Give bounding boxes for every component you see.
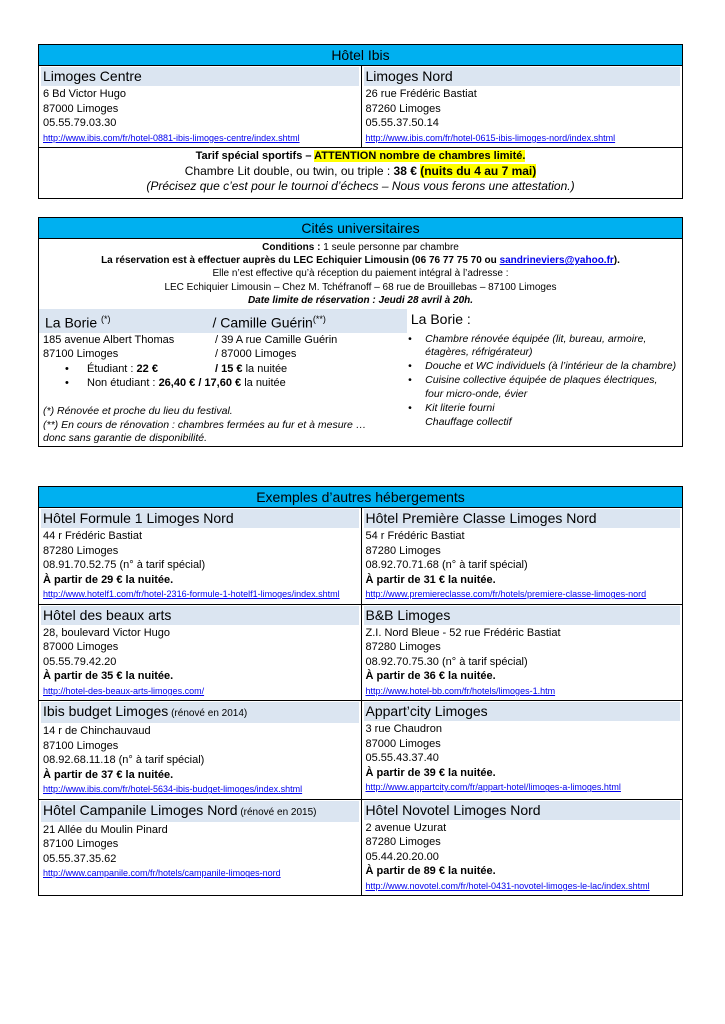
cites-right (405, 333, 678, 447)
hotel-city: 87100 Limoges (43, 739, 119, 752)
hotel-card (361, 605, 683, 701)
cites-section (38, 217, 683, 447)
hotel-name: Ibis budget Limoges (rénové en 2014) (41, 702, 359, 723)
hotel-phone: 08.92.70.75.30 (n° à tarif spécial) (365, 655, 528, 668)
chambre-price: 38 € (393, 163, 417, 178)
feature-item: • Kit literie fourni (405, 402, 678, 416)
hotel-note: (rénové en 2014) (168, 708, 248, 720)
autres-title: Exemples d’autres hébergements (39, 487, 682, 508)
ibis-centre-link[interactable]: http://www.ibis.com/fr/hotel-0881-ibis-limoges-centre/index.shtml (43, 132, 300, 143)
ibis-nord (361, 66, 683, 147)
date-limite: Date limite de réservation : Jeudi 28 avril à 20h. (247, 294, 474, 306)
guerin-heading (212, 309, 406, 333)
reservation-line (39, 254, 682, 267)
email-link[interactable]: sandrineviers@yahoo.fr (499, 255, 614, 267)
note-1: (*) Rénovée et proche du lieu du festival. (43, 404, 233, 417)
phone-line: 05.55.37.50.14 (365, 117, 439, 130)
etudiant-suffix: la nuitée (242, 362, 288, 375)
autres-section (38, 486, 683, 896)
hotel-price: À partir de 35 € la nuitée. (43, 670, 174, 683)
guerin-addr: / 39 A rue Camille Guérin (215, 333, 338, 346)
cites-info (39, 239, 682, 307)
reservation-end: ). (613, 255, 620, 267)
hotel-link[interactable]: http://hotel-des-beaux-arts-limoges.com/ (43, 685, 205, 696)
hotel-phone: 08.92.70.71.68 (n° à tarif spécial) (365, 559, 528, 572)
hotel-city: 87280 Limoges (365, 641, 441, 654)
city-line: 87000 Limoges (43, 102, 119, 115)
hotel-row (39, 508, 682, 604)
ibis-section (38, 44, 683, 199)
hotel-city: 87000 Limoges (365, 737, 441, 750)
hotel-address: 44 r Frédéric Bastiat (43, 530, 143, 542)
guerin-city: / 87000 Limoges (215, 348, 297, 361)
address-line: 6 Bd Victor Hugo (43, 88, 126, 100)
hotel-price: À partir de 39 € la nuitée. (365, 766, 496, 779)
hotel-price: À partir de 31 € la nuitée. (365, 573, 496, 586)
hotel-address: 3 rue Chaudron (365, 723, 442, 736)
adresse-line: LEC Echiquier Limousin – Chez M. Tchéfranoff – 68 rue de Brouillebas – 87100 Limoges (164, 281, 557, 293)
guerin-head-text: / Camille Guérin (212, 314, 313, 331)
etudiant-guerin: / 15 € (215, 362, 243, 375)
hotel-address: 14 r de Chinchauvaud (43, 725, 151, 738)
hotel-card (39, 800, 361, 896)
hotel-link[interactable]: http://www.premiereclasse.com/fr/hotels/premiere-classe-limoges-nord (365, 589, 647, 600)
non-etudiant-price (43, 376, 405, 391)
feature-item: • Chambre rénovée équipée (lit, bureau, armoire, étagères, réfrigérateur) (405, 333, 678, 361)
hotel-name: Hôtel des beaux arts (41, 606, 359, 625)
hotel-card (39, 605, 361, 701)
conditions-text: 1 seule personne par chambre (320, 242, 459, 253)
borie-city: 87100 Limoges (43, 348, 119, 361)
hotel-card (361, 508, 683, 604)
hotel-price: À partir de 29 € la nuitée. (43, 573, 174, 586)
hotel-phone: 05.55.43.37.40 (365, 752, 439, 765)
cites-title: Cités universitaires (39, 218, 682, 239)
hotel-card (361, 800, 683, 896)
hotel-link[interactable]: http://www.hotel-bb.com/fr/hotels/limoges-1.htm (365, 685, 556, 696)
hotel-city: 87000 Limoges (43, 641, 119, 654)
hotel-phone: 05.55.79.42.20 (43, 655, 117, 668)
hotel-address: Z.I. Nord Bleue - 52 rue Frédéric Bastiat (365, 626, 561, 639)
ibis-nord-link[interactable]: http://www.ibis.com/fr/hotel-0615-ibis-limoges-nord/index.shtml (365, 132, 616, 143)
non-etudiant-suffix: la nuitée (241, 377, 286, 390)
address-line: 26 rue Frédéric Bastiat (365, 88, 477, 100)
borie-head-text: La Borie (45, 314, 102, 331)
hotel-link[interactable]: http://www.hotelf1.com/fr/hotel-2316-formule-1-hotelf1-limoges/index.shtml (43, 589, 340, 600)
feature-item: • Cuisine collective équipée de plaques électriques, four micro-onde, évier (405, 374, 678, 402)
hotel-name: B&B Limoges (364, 606, 681, 625)
chauffage: Chauffage collectif (425, 415, 512, 428)
hotel-name: Appart’city Limoges (364, 702, 681, 721)
conditions-line (39, 241, 682, 254)
hotel-phone: 08.91.70.52.75 (n° à tarif spécial) (43, 559, 206, 572)
effective-line: Elle n’est effective qu’à réception du paiement intégral à l’adresse : (212, 268, 509, 280)
addr-row (43, 333, 405, 348)
hotel-address: 21 Allée du Moulin Pinard (43, 823, 168, 836)
etudiant-price (43, 362, 405, 377)
cites-columns (39, 333, 682, 447)
borie-addr: 185 avenue Albert Thomas (43, 333, 175, 346)
hotel-price: À partir de 36 € la nuitée. (365, 670, 496, 683)
features-list (405, 333, 678, 416)
hotel-link[interactable]: http://www.campanile.com/fr/hotels/campanile-limoges-nord (43, 868, 281, 879)
city-line: 87260 Limoges (365, 102, 441, 115)
borie-right-heading: La Borie : (407, 309, 682, 333)
hotel-phone: 05.44.20.20.00 (365, 850, 439, 863)
hotel-link[interactable]: http://www.novotel.com/fr/hotel-0431-novotel-limoges-le-lac/index.shtml (365, 880, 650, 891)
ibis-centre-name: Limoges Centre (41, 67, 359, 86)
hotel-address: 28, boulevard Victor Hugo (43, 626, 170, 639)
borie-heading (39, 309, 212, 333)
hotel-link[interactable]: http://www.ibis.com/fr/hotel-5634-ibis-budget-limoges/index.shtml (43, 784, 303, 795)
hotel-city: 87280 Limoges (365, 836, 441, 849)
hotel-city: 87280 Limoges (365, 544, 441, 557)
hotel-name: Hôtel Novotel Limoges Nord (364, 801, 681, 820)
hotel-address: 2 avenue Uzurat (365, 821, 447, 834)
ibis-title: Hôtel Ibis (39, 45, 682, 66)
hotel-address: 54 r Frédéric Bastiat (365, 530, 465, 542)
hotel-row (39, 700, 682, 799)
hotel-note: (rénové en 2015) (237, 806, 317, 818)
precisez-note: (Précisez que c’est pour le tournoi d’échecs – Nous vous ferons une attestation.) (146, 179, 575, 194)
tarif-line (39, 149, 682, 164)
hotel-phone: 05.55.37.35.62 (43, 852, 117, 865)
hotel-price: À partir de 37 € la nuitée. (43, 768, 174, 781)
hotel-card (39, 701, 361, 799)
hotel-name: Hôtel Campanile Limoges Nord (rénové en 2015) (41, 801, 359, 822)
note-2: (**) En cours de rénovation : chambres fermées au fur et à mesure … donc sans garantie de disponibilité. (43, 418, 367, 445)
hotel-price: À partir de 89 € la nuitée. (365, 865, 496, 878)
hotel-row (39, 604, 682, 701)
etudiant-value: 22 € (136, 362, 158, 375)
cites-left (43, 333, 405, 447)
ibis-columns (39, 66, 682, 147)
cites-headings (39, 309, 682, 333)
borie-sup: (*) (101, 313, 111, 324)
hotel-card (39, 508, 361, 604)
chambre-text: Chambre Lit double, ou twin, ou triple : (184, 163, 394, 178)
non-etudiant-value: 26,40 € / 17,60 € (158, 377, 242, 390)
chambre-nuits: (nuits du 4 au 7 mai) (420, 163, 537, 178)
city-row (43, 347, 405, 362)
hotel-link[interactable]: http://www.appartcity.com/fr/appart-hotel/limoges-a-limoges.html (365, 782, 621, 793)
hotel-city: 87100 Limoges (43, 838, 119, 851)
hotel-row (39, 799, 682, 896)
hotel-card (361, 701, 683, 799)
conditions-label: Conditions : (262, 242, 321, 253)
ibis-centre (39, 66, 361, 147)
attention-text: ATTENTION nombre de chambres limité. (314, 150, 526, 163)
hotel-city: 87280 Limoges (43, 544, 119, 557)
chambre-line (39, 164, 682, 180)
hotel-name: Hôtel Première Classe Limoges Nord (364, 509, 681, 528)
non-etudiant-label: Non étudiant : (87, 377, 159, 390)
ibis-nord-name: Limoges Nord (364, 67, 681, 86)
etudiant-label: Étudiant : (87, 362, 137, 375)
ibis-tarif (39, 147, 682, 198)
hotel-phone: 08.92.68.11.18 (n° à tarif spécial) (43, 754, 205, 767)
hotel-name: Hôtel Formule 1 Limoges Nord (41, 509, 359, 528)
reservation-text: La réservation est à effectuer auprès du LEC Echiquier Limousin (06 76 77 75 70 ou (101, 255, 500, 267)
feature-item: • Douche et WC individuels (à l’intérieur de la chambre) (405, 360, 678, 374)
guerin-sup: (**) (312, 313, 326, 324)
phone-line: 05.55.79.03.30 (43, 117, 117, 130)
tarif-prefix: Tarif spécial sportifs – (195, 150, 315, 163)
price-list (43, 362, 405, 391)
